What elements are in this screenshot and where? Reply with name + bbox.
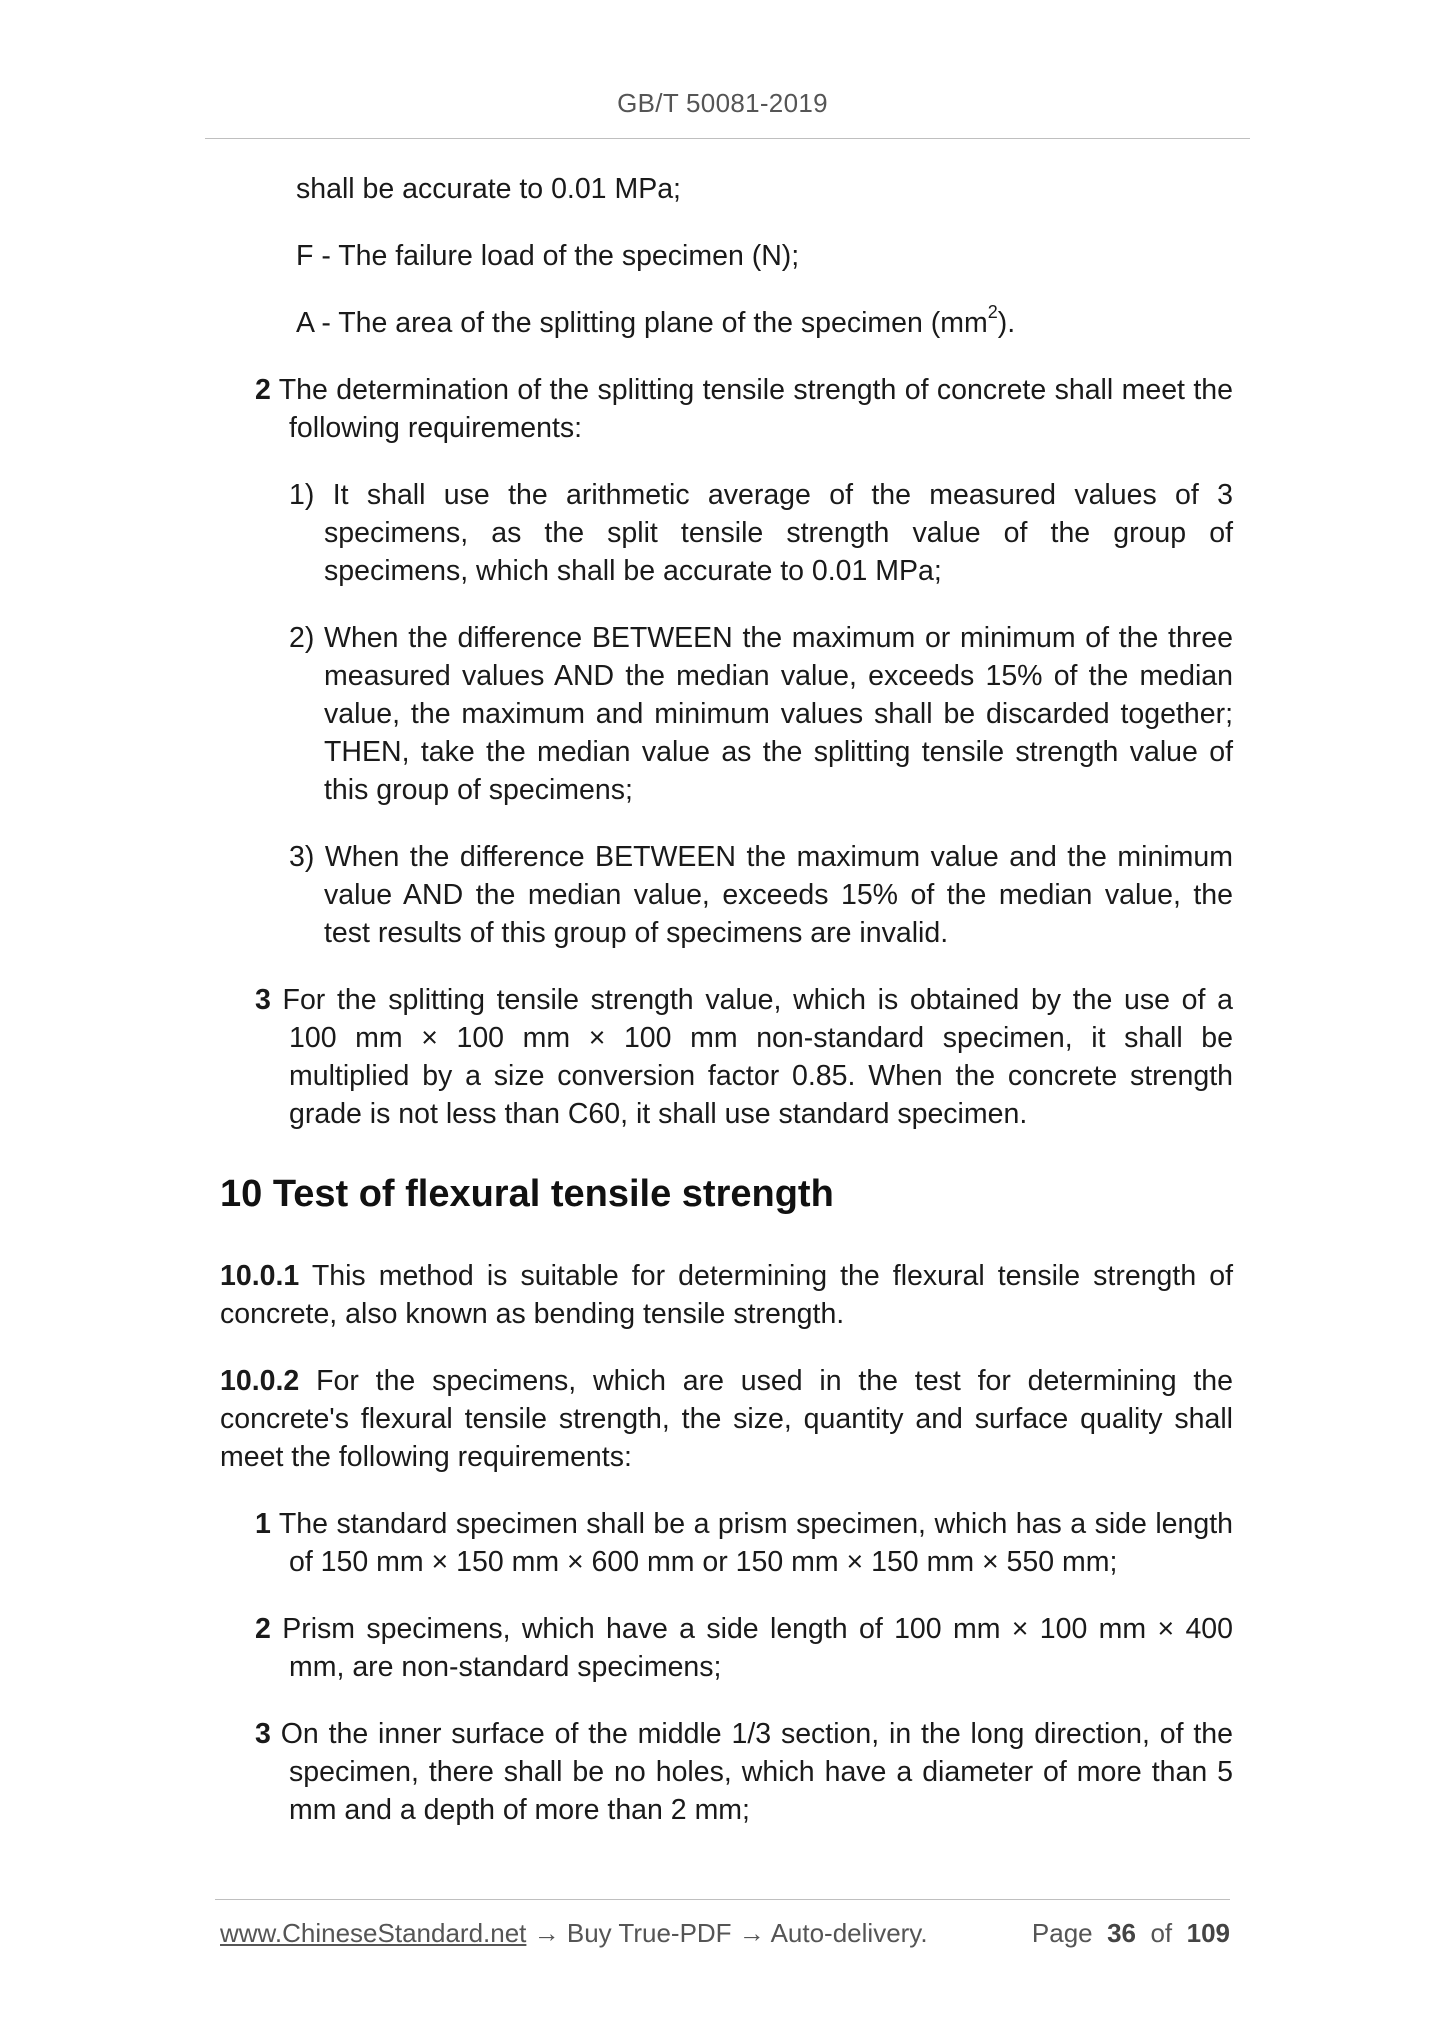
- clause-item-1-text: The standard specimen shall be a prism specimen, which has a side length of 150 mm × 150 mm × 600 mm or 150 mm × 150 mm × 550 mm;: [278, 1508, 1233, 1578]
- definition-A: [296, 301, 1233, 342]
- clause-item-3-text: On the inner surface of the middle 1/3 section, in the long direction, of the specimen, there shall be no holes, which have a diameter of more than 5 mm and a depth of more than 2 mm;: [280, 1718, 1233, 1826]
- subitem-1-text: It shall use the arithmetic average of the measured values of 3 specimens, as the split tensile strength value of the group of specimens, which shall be accurate to 0.01 MPa;: [324, 479, 1233, 587]
- item-2: [255, 371, 1233, 447]
- subitem-1-number: 1): [289, 479, 315, 511]
- definition-A-end: ).: [997, 307, 1016, 339]
- clause-10-0-1: [220, 1257, 1233, 1333]
- clause-item-1-number: 1: [255, 1508, 271, 1540]
- item-2-number: 2: [255, 374, 271, 406]
- header-divider: [205, 138, 1250, 139]
- item-3-text: For the splitting tensile strength value, which is obtained by the use of a 100 mm × 100 mm × 100 mm non-standard specimen, it shall be multiplied by a size conversion factor 0.85. When the concrete strength grade is not less than C60, it shall use standard specimen.: [282, 984, 1233, 1130]
- clause-10-0-2-text: For the specimens, which are used in the test for determining the concrete's flexural tensile strength, the size, quantity and surface quality shall meet the following requirements:: [220, 1365, 1234, 1473]
- item-3: [255, 981, 1233, 1133]
- current-page: 36: [1107, 1918, 1137, 1948]
- clause-item-3-number: 3: [255, 1718, 271, 1750]
- item-2-text: The determination of the splitting tensile strength of concrete shall meet the following requirements:: [278, 374, 1233, 444]
- page-content: [220, 170, 1233, 1858]
- page-number: [1032, 1918, 1230, 1949]
- of-label: of: [1150, 1918, 1173, 1948]
- clause-10-0-2-item-1: [255, 1505, 1233, 1581]
- clause-item-2-number: 2: [255, 1613, 271, 1645]
- clause-10-0-1-number: 10.0.1: [220, 1260, 300, 1292]
- subitem-3: [289, 838, 1233, 952]
- clause-item-2-text: Prism specimens, which have a side length of 100 mm × 100 mm × 400 mm, are non-standard specimens;: [282, 1613, 1233, 1683]
- definition-F: F - The failure load of the specimen (N);: [296, 240, 800, 272]
- page-label: Page: [1031, 1918, 1093, 1948]
- subitem-3-text: When the difference BETWEEN the maximum value and the minimum value AND the median value, exceeds 15% of the median value, the test results of this group of specimens are invalid.: [324, 841, 1233, 949]
- subitem-2-text: When the difference BETWEEN the maximum or minimum of the three measured values AND the median value, exceeds 15% of the median value, the maximum and minimum values shall be discarded together; THEN, take the median value as the splitting tensile strength value of this group of specimens;: [324, 622, 1233, 806]
- superscript-2: 2: [987, 301, 998, 322]
- footer-promo-text: → Buy True-PDF → Auto-delivery.: [526, 1918, 928, 1948]
- website-link[interactable]: www.ChineseStandard.net: [220, 1918, 527, 1948]
- footer-promo: [220, 1918, 928, 1949]
- clause-10-0-2-item-2: [255, 1610, 1233, 1686]
- clause-10-0-2-item-3: [255, 1715, 1233, 1829]
- item-3-number: 3: [255, 984, 271, 1016]
- definition-A-text: A - The area of the splitting plane of the specimen (mm: [296, 307, 988, 339]
- clause-10-0-2-number: 10.0.2: [220, 1365, 300, 1397]
- subitem-2: [289, 619, 1233, 809]
- footer-divider: [215, 1899, 1230, 1900]
- subitem-1: [289, 476, 1233, 590]
- clause-10-0-2: [220, 1362, 1233, 1476]
- subitem-3-number: 3): [289, 841, 315, 873]
- total-pages: 109: [1186, 1918, 1230, 1948]
- continuation-line: shall be accurate to 0.01 MPa;: [296, 173, 681, 205]
- clause-10-0-1-text: This method is suitable for determining the flexural tensile strength of concrete, also known as bending tensile strength.: [220, 1260, 1233, 1330]
- section-title: 10 Test of flexural tensile strength: [220, 1173, 834, 1215]
- document-id-header: GB/T 50081-2019: [617, 88, 828, 118]
- subitem-2-number: 2): [289, 622, 315, 654]
